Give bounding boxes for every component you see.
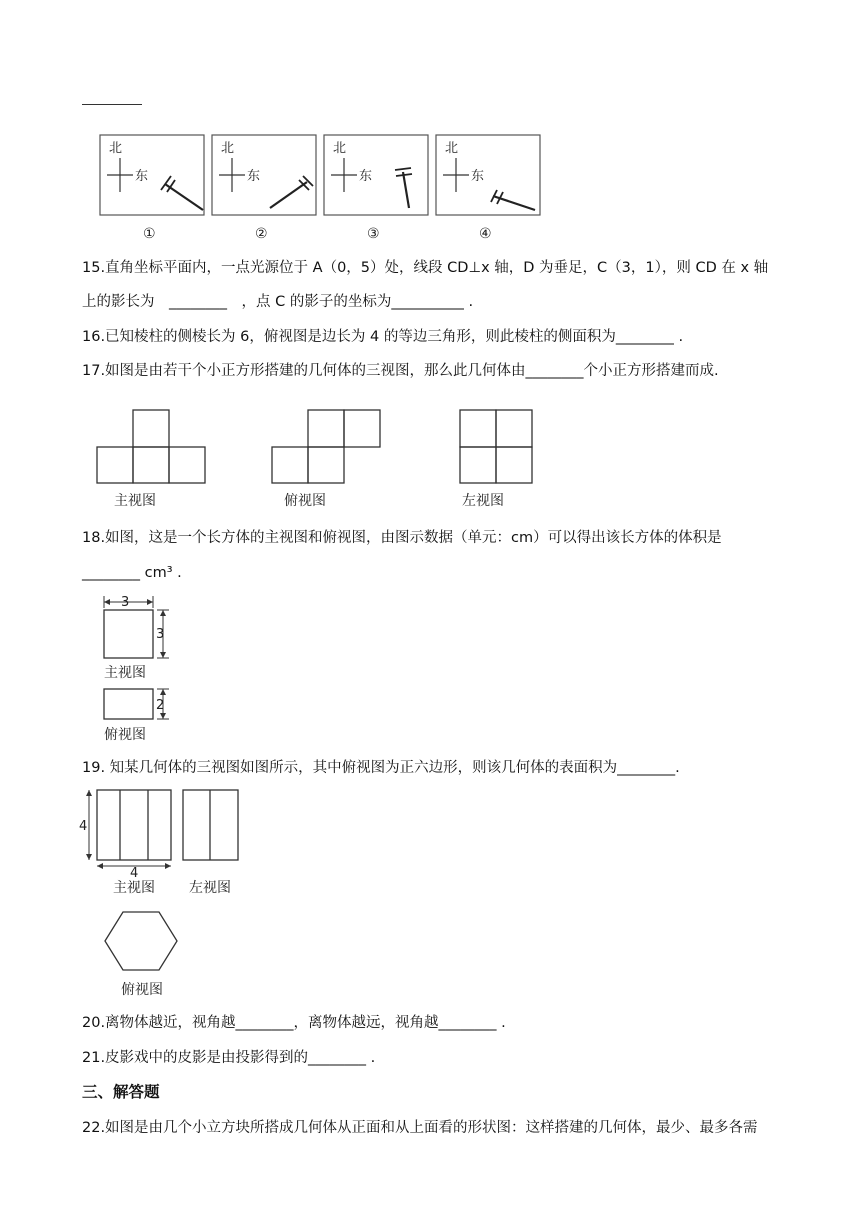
question-21: 21.皮影戏中的皮影是由投影得到的________ .: [82, 1050, 376, 1066]
q17-three-views: [90, 405, 550, 515]
svg-text:东: 东: [359, 169, 373, 184]
answer-blank-line: [82, 104, 142, 105]
q19-front-view: [97, 790, 171, 860]
q19-three-views: [75, 786, 255, 1000]
panel-4: [436, 135, 540, 242]
svg-text:左视图: 左视图: [189, 880, 231, 896]
question-18-line-1: 18.如图，这是一个长方体的主视图和俯视图，由图示数据（单元：cm）可以得出该长方体的体积是: [82, 530, 722, 546]
question-22: 22.如图是由几个小立方块所搭成几何体从正面和从上面看的形状图：这样搭建的几何体，最少、最多各需: [82, 1120, 758, 1136]
svg-text:主视图: 主视图: [113, 880, 155, 896]
svg-text:俯视图: 俯视图: [121, 982, 163, 998]
svg-text:东: 东: [135, 169, 149, 184]
panel-1: [100, 135, 204, 242]
svg-text:北: 北: [445, 141, 459, 156]
question-20: 20.离物体越近，视角越________，离物体越远，视角越________ .: [82, 1015, 506, 1031]
question-15-line-1: 15.直角坐标平面内，一点光源位于 A（0，5）处，线段 CD⊥x 轴，D 为垂足，C（3，1），则 CD 在 x 轴: [82, 260, 769, 276]
q18-top-view: [104, 689, 153, 719]
q18-front-view: [104, 610, 153, 658]
q19-top-view-hexagon: [105, 912, 177, 970]
question-18-line-2: ________ cm³ .: [82, 565, 182, 581]
question-17: 17.如图是由若干个小正方形搭建的几何体的三视图，那么此几何体由________个小正方形搭建而成.: [82, 363, 719, 379]
svg-text:东: 东: [247, 169, 261, 184]
question-19: 19. 知某几何体的三视图如图所示，其中俯视图为正六边形，则该几何体的表面积为________.: [82, 760, 680, 776]
svg-text:左视图: 左视图: [462, 493, 504, 509]
svg-text:②: ②: [255, 226, 268, 242]
shadow-direction-figures: [95, 130, 550, 242]
svg-text:俯视图: 俯视图: [104, 727, 146, 743]
svg-text:③: ③: [367, 226, 380, 242]
svg-text:北: 北: [109, 141, 123, 156]
q19-left-view: [183, 790, 238, 860]
svg-text:东: 东: [471, 169, 485, 184]
svg-text:①: ①: [143, 226, 156, 242]
svg-text:4: 4: [79, 819, 88, 834]
question-16: 16.已知棱柱的侧棱长为 6，俯视图是边长为 4 的等边三角形，则此棱柱的侧面积为________ .: [82, 329, 684, 345]
svg-text:北: 北: [333, 141, 347, 156]
svg-text:俯视图: 俯视图: [284, 493, 326, 509]
q17-front-view: [97, 410, 205, 483]
svg-text:④: ④: [479, 226, 492, 242]
svg-text:主视图: 主视图: [104, 665, 146, 681]
q18-two-views: [95, 592, 205, 744]
q17-left-view: [460, 410, 532, 483]
svg-text:3: 3: [156, 627, 165, 642]
svg-text:4: 4: [130, 866, 139, 881]
svg-text:主视图: 主视图: [114, 493, 156, 509]
svg-text:北: 北: [221, 141, 235, 156]
svg-text:3: 3: [121, 595, 130, 610]
section-3-title: 三、解答题: [82, 1083, 160, 1101]
question-15-line-2: 上的影长为 ________ ，点 C 的影子的坐标为__________ .: [82, 294, 474, 310]
svg-text:2: 2: [156, 698, 165, 713]
panel-3: [324, 135, 428, 242]
q17-top-view: [272, 410, 380, 483]
panel-2: [212, 135, 316, 242]
